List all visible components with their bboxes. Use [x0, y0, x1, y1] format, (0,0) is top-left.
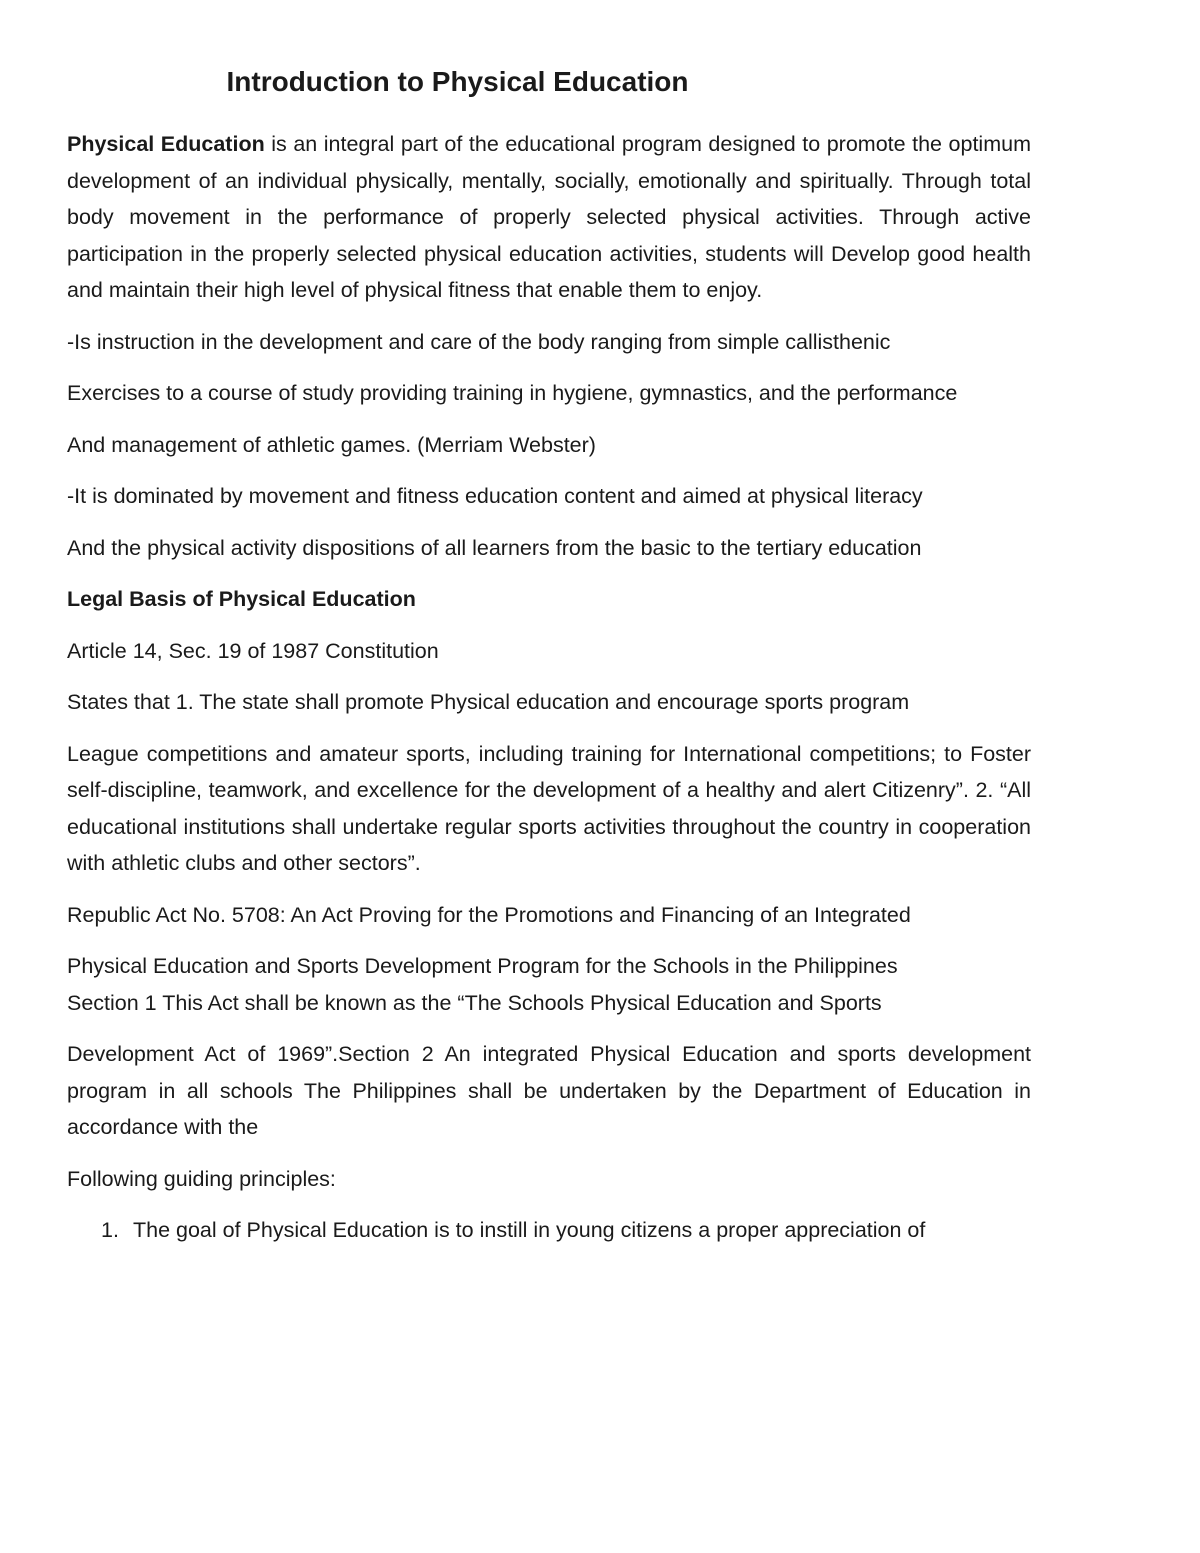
principles-list	[67, 1212, 1031, 1249]
definition-2: Exercises to a course of study providing training in hygiene, gymnastics, and the performance	[67, 381, 958, 405]
definition-4: -It is dominated by movement and fitness education content and aimed at physical literacy	[67, 484, 923, 508]
legal-following: Following guiding principles:	[67, 1166, 336, 1191]
legal-ra-line: Republic Act No. 5708: An Act Proving for the Promotions and Financing of an Integrated	[67, 902, 911, 927]
document-title: Introduction to Physical Education	[226, 66, 689, 97]
intro-paragraph	[67, 126, 1031, 309]
intro-text: is an integral part of the educational program designed to promote the optimum development of an individual physically, mentally, socially, emotionally and spiritually. Through total body movement in the performance of properly selected physical activities. Through active participation in the properly selected physical education activities, students will Develop good health and maintain their high level of physical fitness that enable them to enjoy.	[67, 132, 1031, 302]
list-item	[67, 1212, 1031, 1249]
legal-ra-program-1: Physical Education and Sports Development Program for the Schools in the Philippines	[67, 954, 898, 978]
intro-term: Physical Education	[67, 132, 265, 156]
list-item-number: 1.	[101, 1218, 119, 1242]
legal-league: League competitions and amateur sports, including training for International competitions; to Foster self-discipline, teamwork, and excellence for the development of a healthy and alert Citizenry”. 2. “All educational institutions shall undertake regular sports activities throughout the country in cooperation with athletic clubs and other sectors”.	[67, 741, 1031, 875]
document-body	[67, 126, 1031, 1249]
legal-dev-act: Development Act of 1969”.Section 2 An integrated Physical Education and sports development program in all schools The Philippines shall be undertaken by the Department of Education in accordance with the	[67, 1042, 1031, 1139]
legal-ra-program-2: Section 1 This Act shall be known as the “The Schools Physical Education and Sports	[67, 990, 882, 1015]
legal-article: Article 14, Sec. 19 of 1987 Constitution	[67, 638, 439, 663]
list-item-text: The goal of Physical Education is to instill in young citizens a proper appreciation of	[133, 1218, 926, 1242]
legal-heading: Legal Basis of Physical Education	[67, 587, 416, 611]
definition-3: And management of athletic games. (Merriam Webster)	[67, 432, 596, 457]
definition-5: And the physical activity dispositions of all learners from the basic to the tertiary education	[67, 535, 922, 560]
definition-1: -Is instruction in the development and care of the body ranging from simple callisthenic	[67, 329, 891, 354]
legal-states: States that 1. The state shall promote Physical education and encourage sports program	[67, 690, 910, 714]
